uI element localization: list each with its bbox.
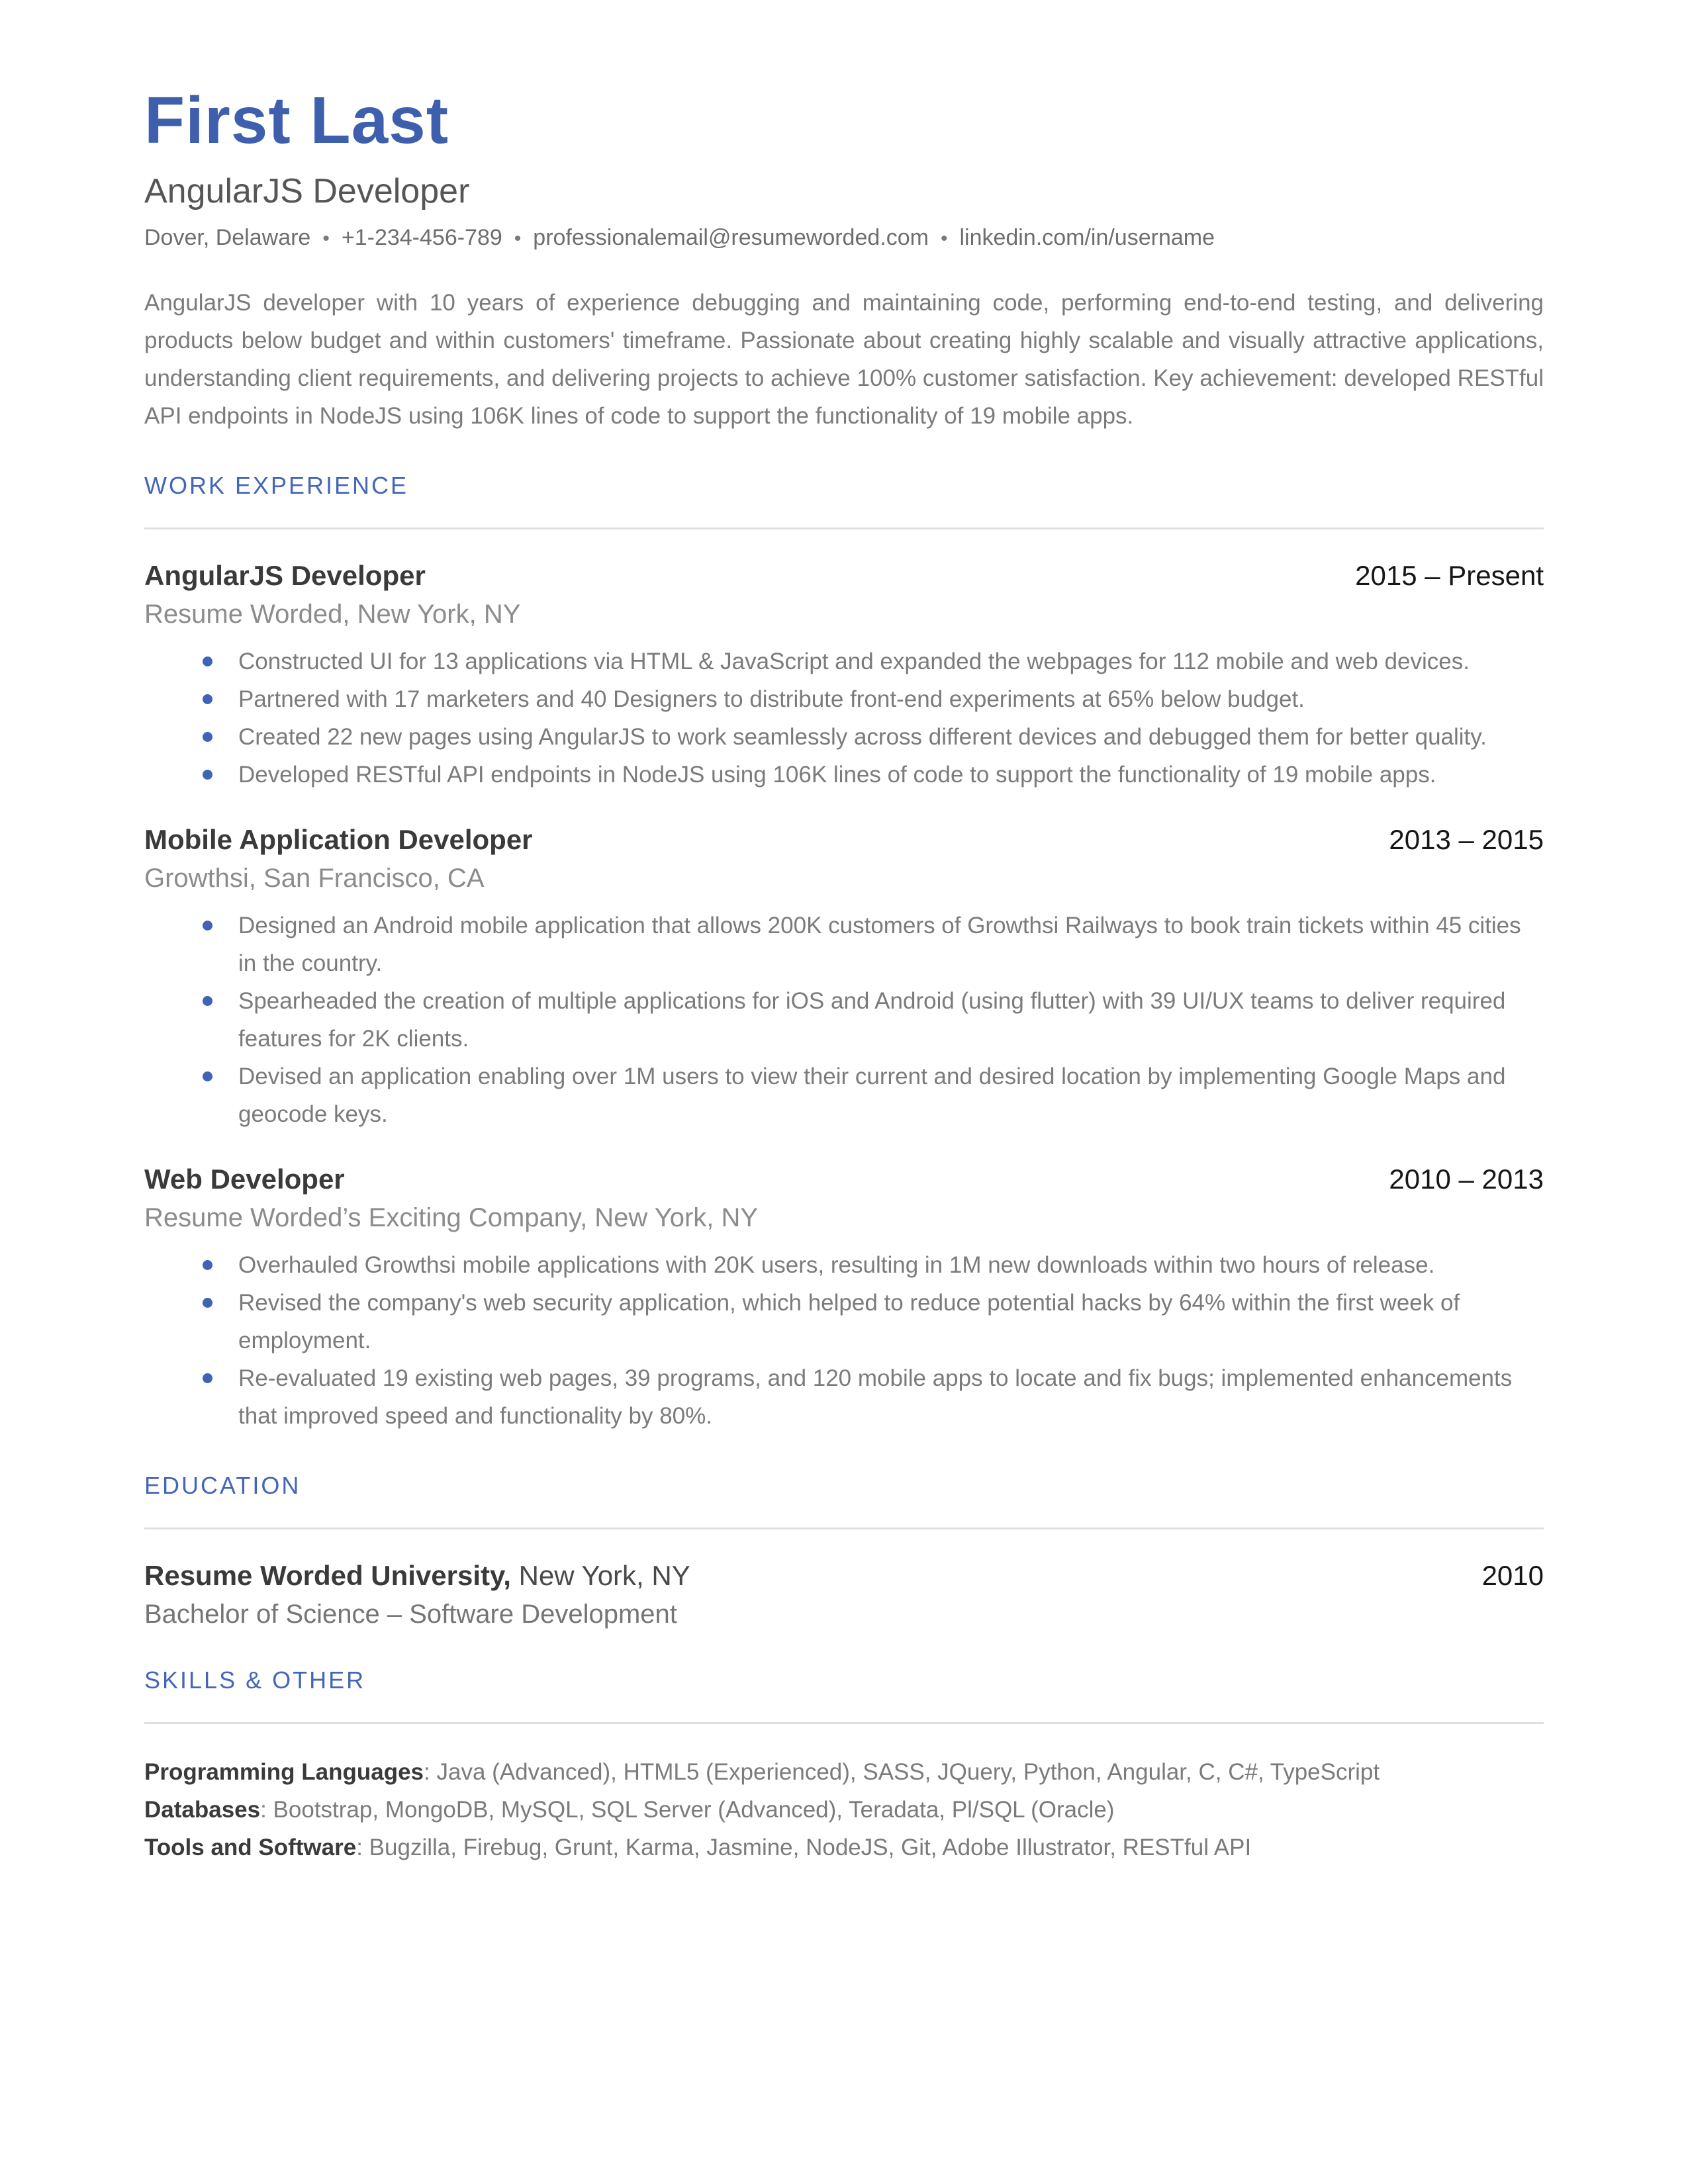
bullet-text: Revised the company's web security application, which helped to reduce potential hacks by 64% within the first week of employment. <box>238 1290 1460 1354</box>
bullet-text: Partnered with 17 marketers and 40 Designers to distribute front-end experiments at 65% below budget. <box>238 686 1305 713</box>
bullet-item <box>144 643 1544 680</box>
section-heading-work-experience: WORK EXPERIENCE <box>144 472 409 500</box>
skill-row <box>144 1791 1544 1829</box>
contact-separator: • <box>514 228 522 250</box>
contact-linkedin: linkedin.com/in/username <box>959 225 1215 251</box>
bullet-text: Developed RESTful API endpoints in NodeJS using 106K lines of code to support the functionality of 19 mobile apps. <box>238 762 1436 788</box>
skill-values: : Java (Advanced), HTML5 (Experienced), SASS, JQuery, Python, Angular, C, C#, TypeScript <box>424 1759 1380 1786</box>
job-company: Resume Worded’s Exciting Company, New York, NY <box>144 1203 759 1233</box>
job-dates: 2015 – Present <box>1355 560 1544 592</box>
job-entry <box>144 1163 1544 1435</box>
skill-label: Programming Languages <box>144 1759 424 1786</box>
education-entry-header <box>144 1560 1544 1592</box>
bullet-text: Spearheaded the creation of multiple applications for iOS and Android (using flutter) with 39 UI/UX teams to deliver required features for 2K clients. <box>238 988 1506 1052</box>
section-divider <box>144 1527 1544 1529</box>
bullet-dot-icon <box>203 1373 212 1383</box>
bullet-text: Devised an application enabling over 1M users to view their current and desired location by implementing Google Maps and geocode keys. <box>238 1064 1506 1128</box>
bullet-item <box>144 1058 1544 1133</box>
job-company: Resume Worded, New York, NY <box>144 600 521 629</box>
skill-row <box>144 1753 1544 1791</box>
bullet-text: Created 22 new pages using AngularJS to work seamlessly across different devices and debugged them for better quality. <box>238 724 1487 751</box>
candidate-headline: AngularJS Developer <box>144 172 470 210</box>
contact-separator: • <box>940 228 948 250</box>
bullet-dot-icon <box>203 921 212 931</box>
job-bullet-list <box>144 643 1544 794</box>
job-entry-header <box>144 824 1544 856</box>
skill-values: : Bugzilla, Firebug, Grunt, Karma, Jasmine, NodeJS, Git, Adobe Illustrator, RESTful API <box>356 1835 1252 1861</box>
bullet-dot-icon <box>203 1071 212 1081</box>
job-title: Web Developer <box>144 1163 345 1195</box>
education-school-name: Resume Worded University, <box>144 1560 511 1592</box>
skill-label: Tools and Software <box>144 1835 357 1861</box>
skill-label: Databases <box>144 1797 261 1823</box>
job-dates: 2013 – 2015 <box>1389 824 1544 856</box>
bullet-dot-icon <box>203 732 212 742</box>
candidate-name: First Last <box>144 83 449 158</box>
section-divider <box>144 527 1544 529</box>
bullet-dot-icon <box>203 657 212 666</box>
contact-email: professionalemail@resumeworded.com <box>533 225 929 251</box>
job-title: Mobile Application Developer <box>144 824 533 856</box>
skill-row <box>144 1829 1544 1866</box>
education-degree: Bachelor of Science – Software Development <box>144 1600 677 1629</box>
education-school <box>144 1560 690 1592</box>
bullet-dot-icon <box>203 770 212 780</box>
contact-separator: • <box>322 228 330 250</box>
bullet-item <box>144 680 1544 718</box>
contact-line <box>144 225 1544 251</box>
job-entry-header <box>144 560 1544 592</box>
bullet-item <box>144 756 1544 794</box>
section-divider <box>144 1722 1544 1724</box>
bullet-text: Designed an Android mobile application that allows 200K customers of Growthsi Railways to book train tickets within 45 cities in the country. <box>238 913 1521 977</box>
bullet-dot-icon <box>203 694 212 704</box>
bullet-dot-icon <box>203 996 212 1006</box>
job-entry <box>144 560 1544 794</box>
bullet-dot-icon <box>203 1298 212 1308</box>
job-entry <box>144 824 1544 1133</box>
job-bullet-list <box>144 1246 1544 1435</box>
education-school-location: New York, NY <box>510 1560 690 1592</box>
education-dates: 2010 <box>1481 1560 1544 1592</box>
summary-paragraph: AngularJS developer with 10 years of experience debugging and maintaining code, performing end-to-end testing, and delivering products below budget and within customers' timeframe. Passionate about creating highly scalable and visually attractive applications, understanding client requirements, and delivering projects to achieve 100% customer satisfaction. Key achievement: developed RESTful API endpoints in NodeJS using 106K lines of code to support the functionality of 19 mobile apps. <box>144 290 1544 430</box>
bullet-item <box>144 1246 1544 1284</box>
bullet-item <box>144 1359 1544 1435</box>
bullet-item <box>144 718 1544 756</box>
job-entry-header <box>144 1163 1544 1195</box>
contact-location: Dover, Delaware <box>144 225 311 251</box>
section-heading-education: EDUCATION <box>144 1472 301 1500</box>
job-dates: 2010 – 2013 <box>1389 1163 1544 1195</box>
education-entry <box>144 1560 1544 1629</box>
bullet-text: Overhauled Growthsi mobile applications with 20K users, resulting in 1M new downloads within two hours of release. <box>238 1252 1435 1279</box>
contact-phone: +1-234-456-789 <box>341 225 502 251</box>
skill-values: : Bootstrap, MongoDB, MySQL, SQL Server (Advanced), Teradata, Pl/SQL (Oracle) <box>260 1797 1115 1823</box>
bullet-text: Re-evaluated 19 existing web pages, 39 programs, and 120 mobile apps to locate and fix bugs; implemented enhancements that improved speed and functionality by 80%. <box>238 1365 1513 1430</box>
bullet-item <box>144 1284 1544 1359</box>
bullet-item <box>144 982 1544 1058</box>
skills-block <box>144 1753 1544 1866</box>
job-company: Growthsi, San Francisco, CA <box>144 864 485 893</box>
job-title: AngularJS Developer <box>144 560 426 592</box>
bullet-dot-icon <box>203 1260 212 1270</box>
bullet-item <box>144 907 1544 982</box>
bullet-text: Constructed UI for 13 applications via HTML & JavaScript and expanded the webpages for 112 mobile and web devices. <box>238 649 1470 675</box>
section-heading-skills: SKILLS & OTHER <box>144 1666 366 1694</box>
job-bullet-list <box>144 907 1544 1133</box>
